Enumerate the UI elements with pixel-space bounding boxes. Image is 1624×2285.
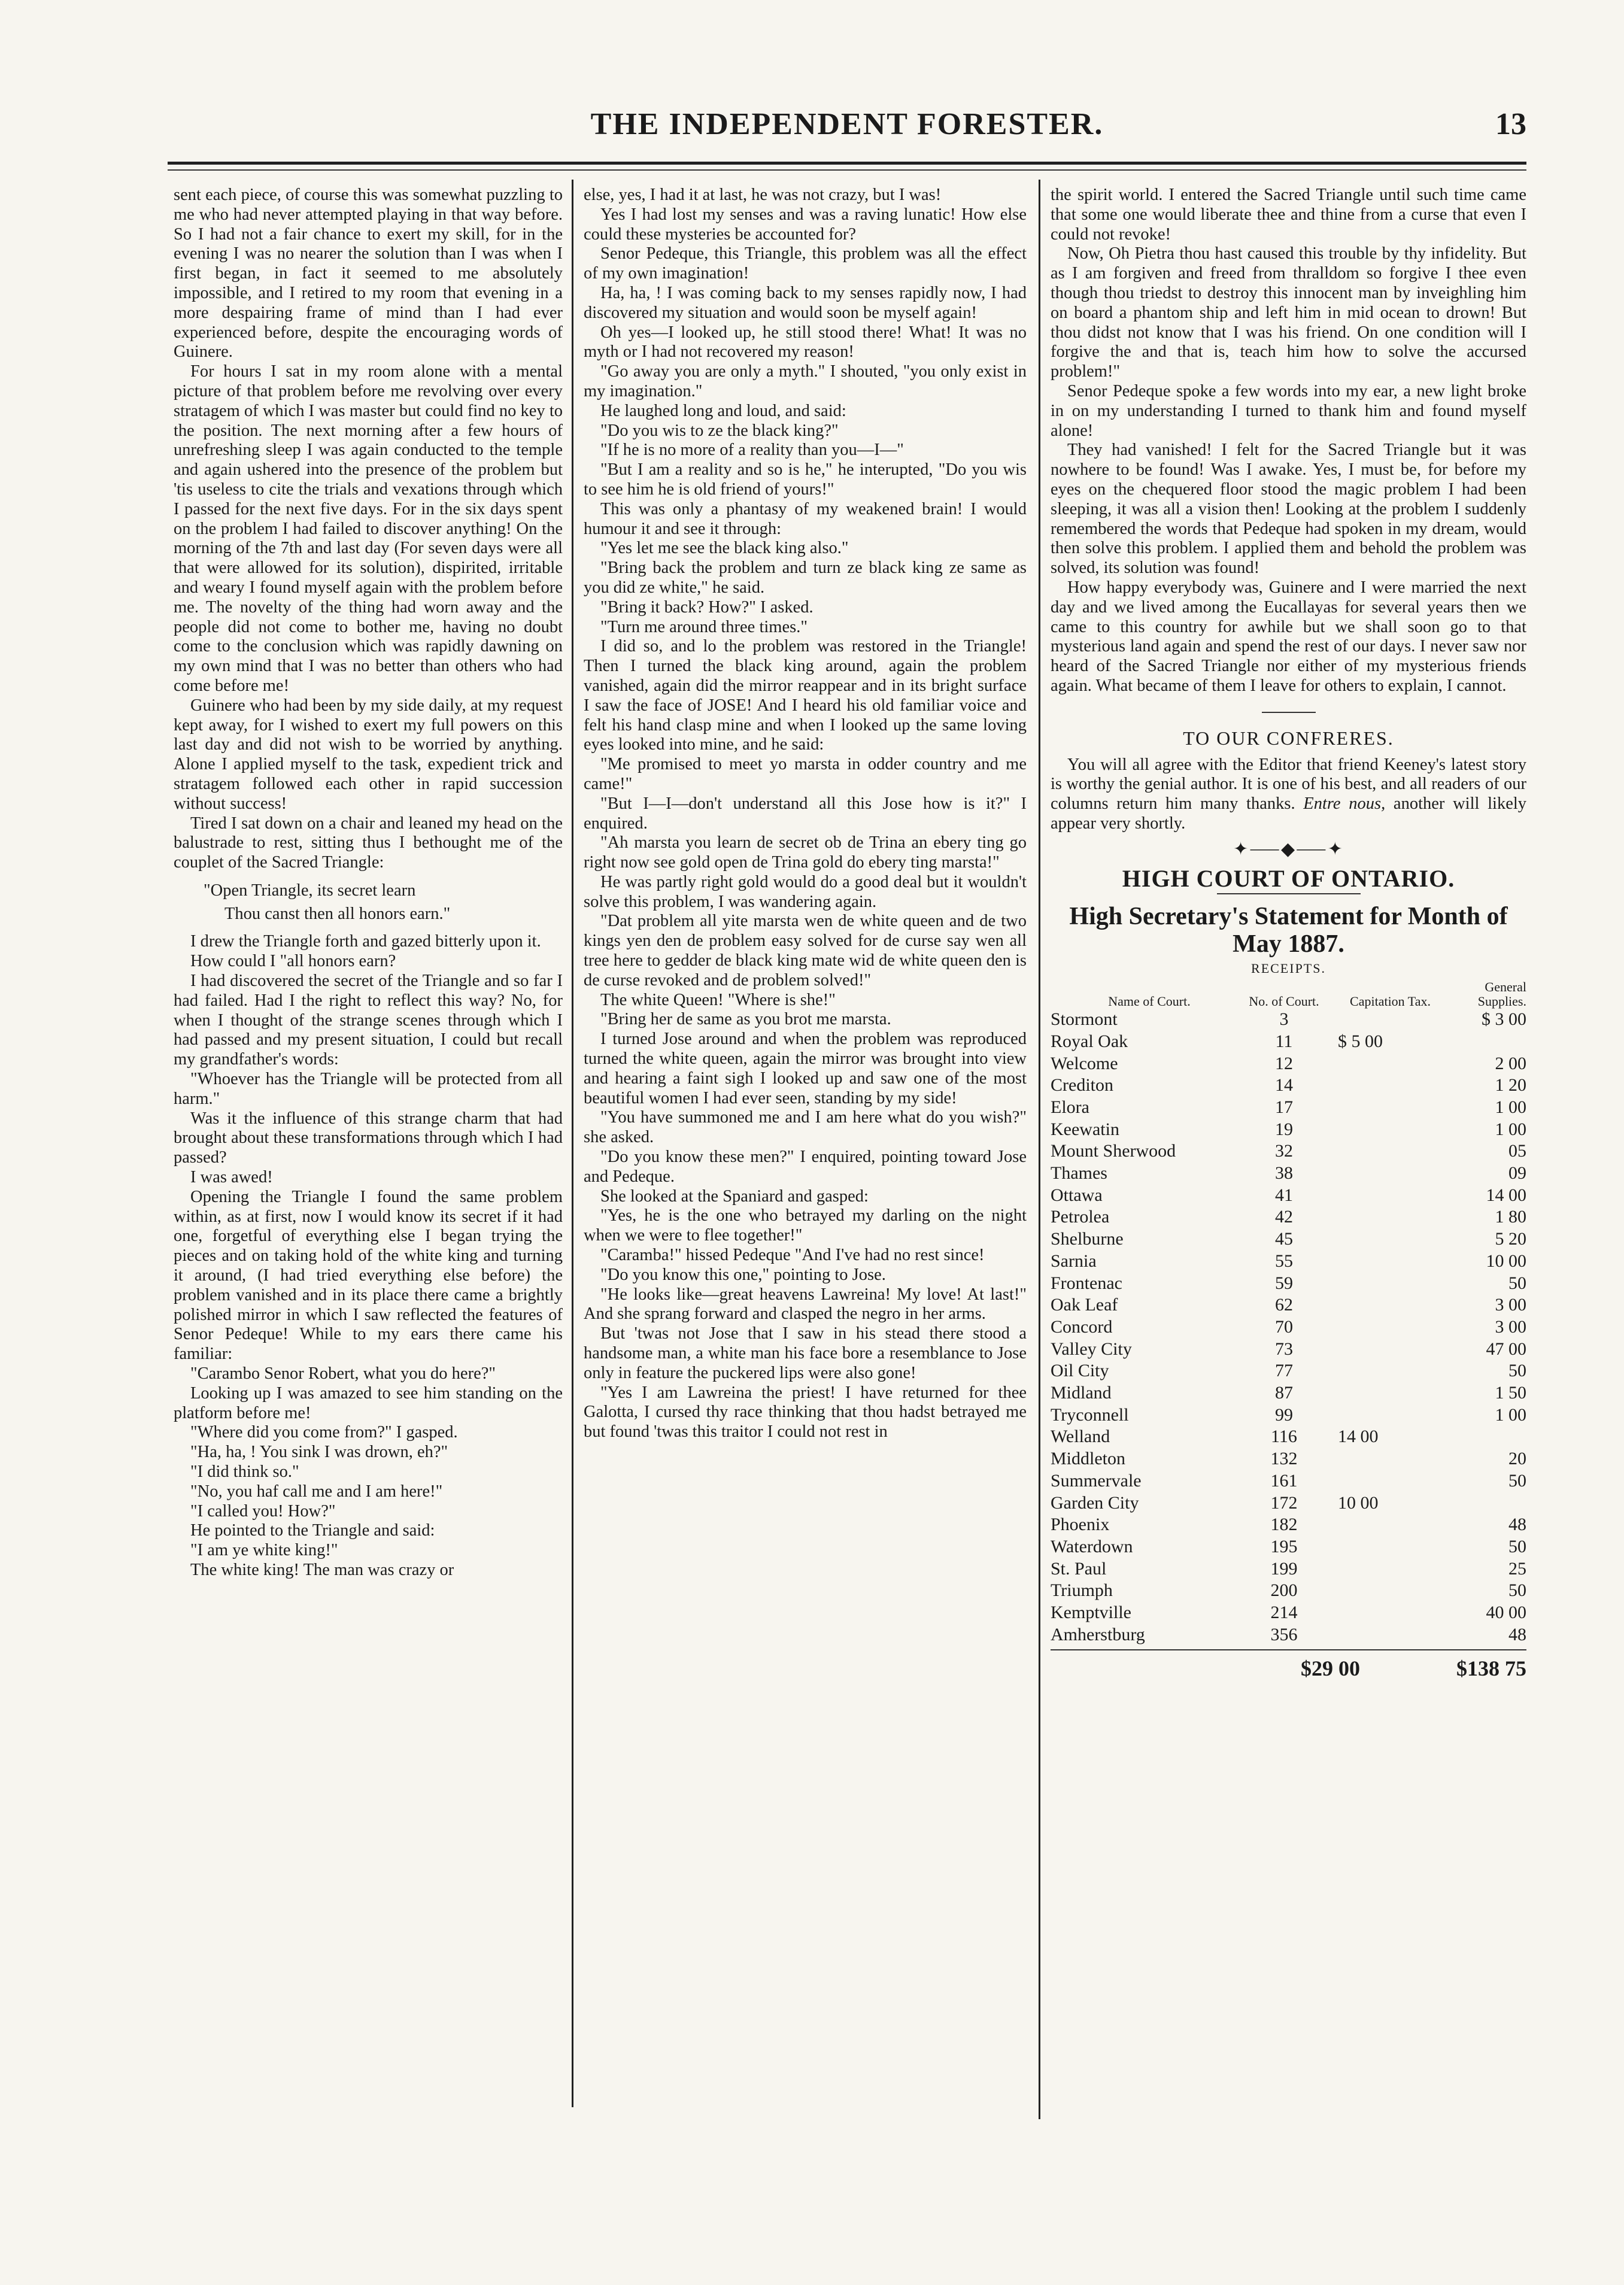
table-cell: 199: [1270, 1558, 1298, 1579]
paragraph: "Ha, ha, ! You sink I was drown, eh?": [190, 1443, 448, 1462]
paragraph: "Go away you are only a myth." I shouted, "you only exist in my imagination.": [584, 362, 1027, 400]
table-cell: [1320, 1404, 1443, 1427]
table-cell: 70: [1275, 1316, 1293, 1337]
paragraph: "Yes I am Lawreina the priest! I have returned for thee Galotta, I cursed thy race thinking that thou hadst betrayed me but found 'twas this traitor I could not rest in: [584, 1383, 1027, 1442]
text-column-2: [584, 186, 1027, 2101]
table-cell: Concord: [1051, 1316, 1113, 1337]
table-cell: [1320, 1514, 1443, 1536]
paragraph: the spirit world. I entered the Sacred Triangle until such time came that some one would liberate thee and thine from a curse that even I could not revoke!: [1051, 186, 1526, 244]
table-cell: Tryconnell: [1051, 1404, 1129, 1425]
table-cell: [1320, 1470, 1443, 1492]
table-row: [1051, 1273, 1526, 1295]
receipts-body: [1051, 1009, 1526, 1646]
table-row: [1051, 1031, 1526, 1053]
table-cell: [1320, 1206, 1443, 1228]
table-cell: 41: [1275, 1185, 1293, 1205]
column-divider: [572, 180, 573, 2107]
paragraph: The white Queen! "Where is she!": [600, 990, 836, 1009]
table-cell: 42: [1275, 1207, 1293, 1227]
paragraph: I was awed!: [190, 1168, 273, 1187]
table-cell: Welland: [1051, 1427, 1110, 1447]
paragraph: "Ah marsta you learn de secret ob de Trina an ebery ting go right now see gold open de Trina gold do ebery ting marsta!": [584, 833, 1027, 872]
table-cell: $ 3 00: [1482, 1009, 1526, 1030]
table-cell: [1443, 1492, 1526, 1515]
paragraph: "He looks like—great heavens Lawreina! My love! At last!" And she sprang forward and clasped the negro in her arms.: [584, 1285, 1027, 1324]
paragraph: "I am ye white king!": [190, 1541, 338, 1560]
table-cell: Shelburne: [1051, 1229, 1124, 1249]
paragraph: "No, you haf call me and I am here!": [190, 1482, 443, 1501]
paragraph: Guinere who had been by my side daily, at my request kept away, for I wished to exert my full powers on this last day and did not wish to be worried by anything. Alone I applied myself to the task, expedient trick and stratagem followed each other in rapid succession without success!: [174, 696, 563, 813]
table-cell: 3 00: [1495, 1295, 1526, 1315]
confreres-italic: Entre nous,: [1303, 794, 1386, 814]
paragraph: else, yes, I had it at last, he was not crazy, but I was!: [584, 186, 942, 204]
table-cell: Sarnia: [1051, 1251, 1097, 1271]
paragraph: "Me promised to meet yo marsta in odder country and me came!": [584, 755, 1027, 793]
table-cell: 200: [1270, 1580, 1298, 1601]
paragraph: "Whoever has the Triangle will be protected from all harm.": [174, 1070, 563, 1108]
total-general: $138 75: [1456, 1656, 1526, 1681]
table-row: [1051, 1602, 1526, 1624]
table-cell: 10 00: [1338, 1492, 1379, 1513]
paragraph: "I called you! How?": [190, 1501, 336, 1521]
paragraph: She looked at the Spaniard and gasped:: [600, 1186, 869, 1206]
paragraph: "Carambo Senor Robert, what you do here?": [190, 1364, 496, 1383]
column-header: Capitation Tax.: [1350, 994, 1431, 1009]
table-row: [1051, 1470, 1526, 1492]
table-cell: [1320, 1382, 1443, 1404]
table-cell: 47 00: [1486, 1339, 1526, 1359]
table-cell: 3: [1279, 1009, 1289, 1030]
table-row: [1051, 1009, 1526, 1031]
table-cell: [1443, 1426, 1526, 1448]
table-cell: 214: [1270, 1603, 1298, 1623]
table-cell: 1 00: [1495, 1404, 1526, 1425]
table-cell: 182: [1270, 1515, 1298, 1535]
paragraph: "Yes let me see the black king also.": [600, 539, 849, 558]
table-row: [1051, 1053, 1526, 1075]
table-cell: 50: [1508, 1273, 1526, 1293]
table-cell: 25: [1508, 1558, 1526, 1579]
paragraph: Was it the influence of this strange charm that had brought about these transformations through which I had passed?: [174, 1109, 563, 1167]
paragraph: "Where did you come from?" I gasped.: [190, 1423, 458, 1442]
table-cell: 87: [1275, 1383, 1293, 1403]
paragraph: For hours I sat in my room alone with a mental picture of that problem before me revolving over every stratagem of which I was master but could find no key to the position. The next morning after a few hours of unrefreshing sleep I was again conducted to the temple and again ushered into the presence of the problem but 'tis useless to cite the trials and vexations through which I passed for the next five days. For in the six days spent on the problem I had failed to discover anything! On the morning of the 7th and last day (For seven days were all that were allowed for its solution), dispirited, irritable and weary I found myself again with the problem before me. The novelty of the thing had worn away and the people did not come to bother me, having no doubt come to the conclusion which was rapidly dawning on my own mind that I was no better than others who had come before me!: [174, 362, 563, 695]
confreres-paragraph: [1051, 755, 1526, 834]
paragraph: "You have summoned me and I am here what do you wish?" she asked.: [584, 1108, 1027, 1147]
paragraph: "Bring her de same as you brot me marsta.: [600, 1010, 891, 1029]
paragraph: Opening the Triangle I found the same problem within, as at first, now I would know its secret if it had one, forgetful of everything else I began trying the pieces and on taking hold of the white king and turning it around, (I had tried everything else before) the problem vanished and in its place there came a brightly polished mirror in which I saw reflected the features of Senor Pedeque! While to my ears there came his familiar:: [174, 1187, 563, 1364]
paragraph: Now, Oh Pietra thou hast caused this trouble by thy infidelity. But as I am forgiven and freed from thralldom so forgive I thee even though thou triedst to destroy this innocent man by inveighling him on board a phantom ship and left him in mid ocean to drown! But thou didst not know that I was his friend. On one condition will I forgive the and that is, teach him how to solve the accursed problem!": [1051, 244, 1526, 381]
table-row: [1051, 1558, 1526, 1580]
paragraph: But 'twas not Jose that I saw in his stead there stood a handsome man, a white man his face bore a resemblance to Jose only in feature the puckered lips were also gone!: [584, 1324, 1027, 1382]
table-cell: [1320, 1185, 1443, 1207]
table-cell: 11: [1275, 1031, 1293, 1051]
table-cell: Crediton: [1051, 1075, 1113, 1096]
paragraph: This was only a phantasy of my weakened brain! I would humour it and see it through:: [584, 499, 1027, 538]
table-row: [1051, 1492, 1526, 1515]
table-header-row: [1051, 980, 1526, 1009]
paragraph: Looking up I was amazed to see him standing on the platform before me!: [174, 1383, 563, 1422]
table-cell: [1320, 1602, 1443, 1624]
paragraph: sent each piece, of course this was somewhat puzzling to me who had never attempted playing in that way before. So I had not a fair chance to exert my skill, for in the evening I was no nearer the solution than I was when I first began, in fact it seemed to me absolutely impossible, and I retired to my room that evening in a more despairing frame of mind than I had ever experienced before, despite the encouraging words of Guinere.: [174, 186, 563, 362]
table-cell: Garden City: [1051, 1492, 1139, 1513]
column-header: General Supplies.: [1477, 979, 1526, 1009]
paragraph: "Do you know these men?" I enquired, pointing toward Jose and Pedeque.: [584, 1148, 1027, 1186]
table-cell: 77: [1275, 1361, 1293, 1381]
table-cell: [1320, 1053, 1443, 1075]
paragraph: "Yes, he is the one who betrayed my darling on the night when we were to flee together!": [584, 1206, 1027, 1245]
receipts-label: RECEIPTS.: [1251, 961, 1326, 976]
table-cell: 14 00: [1486, 1185, 1526, 1205]
table-row: [1051, 1119, 1526, 1141]
table-cell: Stormont: [1051, 1009, 1118, 1030]
paragraph: Senor Pedeque, this Triangle, this problem was all the effect of my own imagination!: [584, 244, 1027, 283]
paragraph: "Do you know this one," pointing to Jose.: [600, 1265, 886, 1284]
table-row: [1051, 1185, 1526, 1207]
table-cell: 62: [1275, 1295, 1293, 1315]
paragraph: They had vanished! I felt for the Sacred Triangle but it was nowhere to be found! Was I awake. Yes, I must be, for before my eyes on the chequered floor stood the magic problem I had been sleeping, it was all a vision then! Looking at the problem I suddenly remembered the words that Pedeque had spoken in my dream, would then solve this problem. I applied them and behold the problem was solved, its solution was found!: [1051, 441, 1526, 578]
table-row: [1051, 1448, 1526, 1470]
paragraph: "If he is no more of a reality than you—I—": [600, 441, 904, 460]
table-cell: [1320, 1251, 1443, 1273]
table-cell: Phoenix: [1051, 1515, 1110, 1535]
table-cell: Ottawa: [1051, 1185, 1103, 1205]
table-row: [1051, 1228, 1526, 1251]
paragraph: I turned Jose around and when the problem was reproduced turned the white queen, again the mirror was brought into view and hearing a faint sigh I looked up and saw one of the most beautiful women I had ever seen, standing by my side!: [584, 1030, 1027, 1107]
table-cell: [1320, 1228, 1443, 1251]
column-header: No. of Court.: [1249, 994, 1319, 1009]
table-cell: [1320, 1624, 1443, 1646]
table-cell: 356: [1270, 1624, 1298, 1644]
table-cell: [1320, 1536, 1443, 1558]
table-cell: 1 00: [1495, 1119, 1526, 1139]
paragraph: He was partly right gold would do a good deal but it wouldn't solve this problem, I was wandering again.: [584, 872, 1027, 911]
table-cell: [1320, 1140, 1443, 1163]
table-row: [1051, 1140, 1526, 1163]
statement-title: High Secretary's Statement for Month of May 1887.: [1069, 903, 1508, 958]
paragraph: "Dat problem all yite marsta wen de white queen and de two kings yen den de problem easy solved for de curse say wen all tree here to gedder de black king mate wid de white queen den is de curse revoked and de problem solved!": [584, 912, 1027, 990]
totals-row: [1051, 1650, 1526, 1686]
table-cell: Thames: [1051, 1163, 1107, 1184]
table-row: [1051, 1251, 1526, 1273]
table-cell: 55: [1275, 1251, 1293, 1271]
paragraph: "Bring back the problem and turn ze black king ze same as you did ze white," he said.: [584, 559, 1027, 597]
paragraph: He laughed long and loud, and said:: [600, 401, 846, 420]
court-rule: [1217, 893, 1361, 894]
paragraph: "I did think so.": [190, 1462, 299, 1481]
paragraph: "But I am a reality and so is he," he interupted, "Do you wis to see him he is old friend of yours!": [584, 460, 1027, 499]
table-cell: 161: [1270, 1470, 1298, 1491]
table-cell: Oak Leaf: [1051, 1295, 1118, 1315]
running-title: THE INDEPENDENT FORESTER.: [590, 107, 1104, 141]
table-row: [1051, 1426, 1526, 1448]
table-row: [1051, 1316, 1526, 1339]
table-cell: 45: [1275, 1229, 1293, 1249]
table-cell: [1320, 1316, 1443, 1339]
table-cell: 50: [1508, 1580, 1526, 1601]
ornament-divider: ✦⸺◆⸺✦: [1233, 839, 1344, 859]
table-cell: 172: [1270, 1492, 1298, 1513]
table-cell: Summervale: [1051, 1470, 1142, 1491]
paragraph: Tired I sat down on a chair and leaned my head on the balustrade to rest, sitting thus I bethought me of the couplet of the Sacred Triangle:: [174, 814, 563, 872]
table-cell: Waterdown: [1051, 1536, 1133, 1556]
table-cell: 40 00: [1486, 1603, 1526, 1623]
table-cell: [1320, 1339, 1443, 1361]
paragraph: I drew the Triangle forth and gazed bitterly upon it.: [190, 932, 541, 951]
table-cell: 73: [1275, 1339, 1293, 1359]
table-cell: 116: [1271, 1427, 1297, 1447]
table-cell: Oil City: [1051, 1361, 1109, 1381]
table-cell: [1320, 1360, 1443, 1382]
table-row: [1051, 1514, 1526, 1536]
table-cell: [1320, 1580, 1443, 1602]
paragraph: I had discovered the secret of the Triangle and so far I had failed. Had I the right to reflect this way? No, for when I thought of the strange scenes through which I had passed and my present situation, I could but recall my grandfather's words:: [174, 972, 563, 1069]
table-cell: 99: [1275, 1404, 1293, 1425]
table-cell: 132: [1270, 1449, 1298, 1469]
paragraph: "Bring it back? How?" I asked.: [600, 597, 813, 617]
table-cell: 32: [1275, 1141, 1293, 1161]
table-cell: [1320, 1163, 1443, 1185]
table-cell: [1320, 1009, 1443, 1031]
table-cell: [1320, 1097, 1443, 1119]
table-cell: 17: [1275, 1097, 1293, 1117]
table-cell: 59: [1275, 1273, 1293, 1293]
table-cell: 14: [1275, 1075, 1293, 1096]
table-cell: Amherstburg: [1051, 1624, 1145, 1644]
table-cell: Royal Oak: [1051, 1031, 1128, 1051]
table-cell: [1320, 1273, 1443, 1295]
table-cell: Frontenac: [1051, 1273, 1122, 1293]
paragraph: "Turn me around three times.": [600, 617, 808, 636]
table-cell: 1 00: [1495, 1097, 1526, 1117]
confreres-title: TO OUR CONFRERES.: [1183, 727, 1394, 749]
paragraph: I did so, and lo the problem was restored in the Triangle! Then I turned the black king around, again the problem vanished, again did the mirror reappear and in its bright surface I saw the face of JOSE! And I heard his old familiar voice and felt his hand clasp mine and when I looked up the same loving eyes looked into mine, and he said:: [584, 637, 1027, 754]
table-row: [1051, 1339, 1526, 1361]
verse-line: Thou canst then all honors earn.": [224, 904, 451, 923]
paragraph: How happy everybody was, Guinere and I were married the next day and we lived among the Eucallayas for several years then we came to this country for awhile but we shall soon go to that mysterious land again and spend the rest of our days. I never saw nor heard of the Sacred Triangle nor either of my mysterious friends again. What became of them I leave for others to explain, I cannot.: [1051, 578, 1526, 695]
table-cell: Middleton: [1051, 1449, 1125, 1469]
table-cell: Elora: [1051, 1097, 1089, 1117]
table-cell: Midland: [1051, 1383, 1112, 1403]
table-cell: Petrolea: [1051, 1207, 1110, 1227]
table-cell: 10 00: [1486, 1251, 1526, 1271]
column-divider: [1039, 180, 1040, 2119]
table-cell: [1320, 1075, 1443, 1097]
table-row: [1051, 1163, 1526, 1185]
paragraph: Oh yes—I looked up, he still stood there! What! It was no myth or I had not recovered my reason!: [584, 323, 1027, 362]
paragraph: "Do you wis to ze the black king?": [600, 421, 839, 440]
table-cell: [1320, 1558, 1443, 1580]
table-cell: 1 80: [1495, 1207, 1526, 1227]
table-cell: Welcome: [1051, 1053, 1118, 1073]
receipts-table: [1051, 980, 1526, 1646]
table-cell: Valley City: [1051, 1339, 1132, 1359]
table-cell: 50: [1508, 1361, 1526, 1381]
table-cell: 19: [1275, 1119, 1293, 1139]
confreres-text: You will all agree with the Editor that friend Keeney's latest story is worthy the genial author. It is one of his best, and all readers of our columns return him many thanks.: [1051, 755, 1526, 814]
table-cell: [1443, 1031, 1526, 1053]
table-row: [1051, 1404, 1526, 1427]
total-capitation: $29 00: [1301, 1656, 1360, 1681]
paragraph: He pointed to the Triangle and said:: [190, 1521, 435, 1540]
paragraph: The white king! The man was crazy or: [190, 1560, 454, 1579]
text-column-1: [174, 186, 563, 2101]
table-row: [1051, 1624, 1526, 1646]
table-cell: 14 00: [1338, 1427, 1379, 1447]
table-row: [1051, 1206, 1526, 1228]
table-cell: 09: [1508, 1163, 1526, 1184]
table-cell: 1 50: [1495, 1383, 1526, 1403]
table-row: [1051, 1075, 1526, 1097]
header-rule-thick: [168, 162, 1526, 165]
header-rule-thin: [168, 169, 1526, 171]
table-cell: 1 20: [1495, 1075, 1526, 1096]
table-cell: 2 00: [1495, 1053, 1526, 1073]
table-cell: [1320, 1448, 1443, 1470]
table-cell: [1320, 1294, 1443, 1316]
table-cell: 195: [1270, 1536, 1298, 1556]
confreres-text-end: another will likely appear very shortly.: [1051, 794, 1526, 833]
paragraph: "Caramba!" hissed Pedeque "And I've had no rest since!: [600, 1246, 985, 1265]
verse-line: "Open Triangle, its secret learn: [204, 881, 416, 900]
paragraph: Yes I had lost my senses and was a raving lunatic! How else could these mysteries be accounted for?: [584, 205, 1027, 244]
table-cell: 38: [1275, 1163, 1293, 1184]
table-cell: Kemptville: [1051, 1603, 1131, 1623]
table-cell: 05: [1508, 1141, 1526, 1161]
table-row: [1051, 1580, 1526, 1602]
table-cell: 48: [1508, 1515, 1526, 1535]
table-row: [1051, 1382, 1526, 1404]
paragraph: Ha, ha, ! I was coming back to my senses rapidly now, I had discovered my situation and would soon be myself again!: [584, 283, 1027, 322]
section-rule: [1262, 712, 1316, 713]
table-cell: 12: [1275, 1053, 1293, 1073]
table-row: [1051, 1097, 1526, 1119]
paragraph: "But I—I—don't understand all this Jose how is it?" I enquired.: [584, 794, 1027, 833]
text-column-3: [1051, 186, 1526, 2101]
page-number: 13: [1495, 107, 1526, 141]
table-cell: 50: [1508, 1470, 1526, 1491]
table-row: [1051, 1294, 1526, 1316]
table-cell: 48: [1508, 1624, 1526, 1644]
table-cell: Triumph: [1051, 1580, 1113, 1601]
table-cell: Mount Sherwood: [1051, 1141, 1176, 1161]
court-title: HIGH COURT OF ONTARIO.: [1122, 864, 1455, 892]
paragraph: Senor Pedeque spoke a few words into my ear, a new light broke in on my understanding I turned to thank him and found myself alone!: [1051, 381, 1526, 440]
table-row: [1051, 1536, 1526, 1558]
table-cell: Keewatin: [1051, 1119, 1119, 1139]
paragraph: How could I "all honors earn?: [190, 952, 396, 971]
table-cell: St. Paul: [1051, 1558, 1107, 1579]
table-row: [1051, 1360, 1526, 1382]
page-header: [168, 107, 1526, 160]
table-cell: 3 00: [1495, 1316, 1526, 1337]
table-cell: [1320, 1119, 1443, 1141]
table-cell: 20: [1508, 1449, 1526, 1469]
table-cell: $ 5 00: [1338, 1031, 1383, 1051]
table-cell: 5 20: [1495, 1229, 1526, 1249]
table-cell: 50: [1508, 1536, 1526, 1556]
column-header: Name of Court.: [1108, 994, 1191, 1009]
